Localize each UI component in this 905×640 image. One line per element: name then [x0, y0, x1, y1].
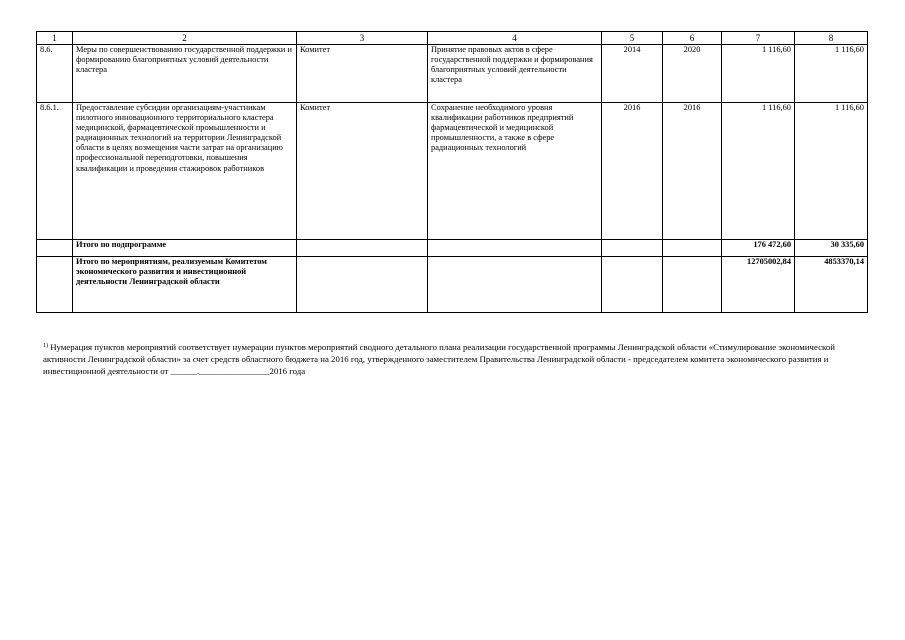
- table-row: [37, 103, 868, 240]
- measure-name: Меры по совершенствованию государственной поддержки и формированию благоприятных условий деятельности кластера: [73, 45, 297, 103]
- measure-name: Предоставление субсидии организациям-участникам пилотного инновационного территориального кластера медицинской, фармацевтической промышленности и радиационных технологий на территории Ленинградской области в целях возмещения части затрат на организацию профессиональной переподготовки, повышения квалификации и проведения стажировок работников: [73, 103, 297, 240]
- measure-sum-col8: 1 116,60: [795, 103, 868, 240]
- total-sum-col8: 4853370,14: [795, 257, 868, 313]
- total-label: Итого по мероприятиям, реализуемым Комитетом экономического развития и инвестиционной деятельности Ленинградской области: [73, 257, 297, 313]
- measure-result: Принятие правовых актов в сфере государственной поддержки и формирования благоприятных условий деятельности кластера: [428, 45, 602, 103]
- column-number: 3: [297, 32, 428, 45]
- column-number: 8: [795, 32, 868, 45]
- measure-sum-col7: 1 116,60: [722, 103, 795, 240]
- measures-table: [36, 31, 868, 313]
- measure-sum-col8: 1 116,60: [795, 45, 868, 103]
- subtotal-sum-col8: 30 335,60: [795, 240, 868, 257]
- total-sum-col7: 12705002,84: [722, 257, 795, 313]
- footnote-text: Нумерация пунктов мероприятий соответствует нумерации пунктов мероприятий сводного детального плана реализации государственной программы Ленинградской области «Стимулирование экономической активности Ленинградской области» за счет средств областного бюджета на 2016 год, утвержденного заместителем Правительства Ленинградской области - председателем комитета экономического развития и инвестиционной деятельности от ______.________________2016 года: [43, 342, 835, 377]
- subtotal-row: [37, 240, 868, 257]
- subtotal-label: Итого по подпрограмме: [73, 240, 297, 257]
- measure-result: Сохранение необходимого уровня квалификации работников предприятий фармацевтической и медицинской промышленности, а также в сфере радиационных технологий: [428, 103, 602, 240]
- measure-start-year: 2016: [602, 103, 663, 240]
- column-number: 6: [663, 32, 722, 45]
- subtotal-sum-col7: 176 472,60: [722, 240, 795, 257]
- measure-code: 8.6.: [37, 45, 73, 103]
- measure-sum-col7: 1 116,60: [722, 45, 795, 103]
- column-number: 2: [73, 32, 297, 45]
- total-row: [37, 257, 868, 313]
- measure-start-year: 2014: [602, 45, 663, 103]
- measure-end-year: 2016: [663, 103, 722, 240]
- column-number: 1: [37, 32, 73, 45]
- column-number-row: [37, 32, 868, 45]
- column-number: 4: [428, 32, 602, 45]
- footnote: [43, 341, 868, 378]
- measure-end-year: 2020: [663, 45, 722, 103]
- table-row: [37, 45, 868, 103]
- footnote-marker: 1): [43, 343, 48, 349]
- column-number: 7: [722, 32, 795, 45]
- measure-executor: Комитет: [297, 45, 428, 103]
- measure-code: 8.6.1.: [37, 103, 73, 240]
- column-number: 5: [602, 32, 663, 45]
- measure-executor: Комитет: [297, 103, 428, 240]
